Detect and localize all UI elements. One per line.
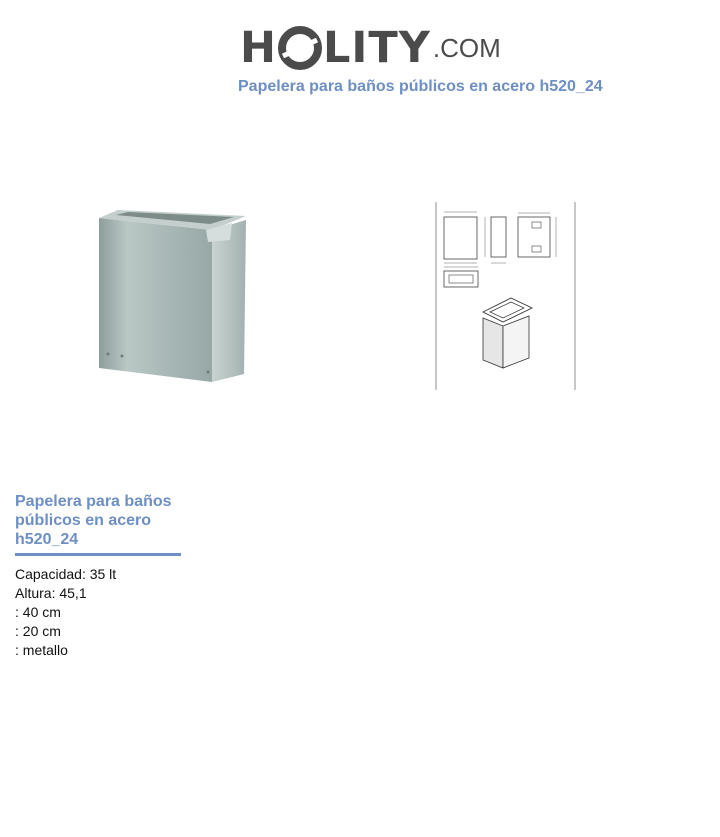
page-title: Papelera para baños públicos en acero h520_24 xyxy=(238,78,603,95)
logo-suffix: .COM xyxy=(432,33,501,63)
spec-depth: : 20 cm xyxy=(15,623,61,639)
logo-wordmark xyxy=(240,22,431,73)
product-title: Papelera para baños públicos en acero h520_24 xyxy=(15,493,172,548)
logo-letter-h: H xyxy=(240,22,277,73)
site-logo[interactable] xyxy=(240,14,501,73)
logo-letters-lity: LITY xyxy=(323,22,431,73)
logo-o-icon xyxy=(278,26,322,70)
spec-material: : metallo xyxy=(15,642,68,658)
product-specs xyxy=(15,565,116,660)
technical-drawing[interactable] xyxy=(433,198,579,394)
spec-height: Altura: 45,1 xyxy=(15,585,87,601)
spec-width: : 40 cm xyxy=(15,604,61,620)
title-underline xyxy=(15,553,181,556)
spec-capacity: Capacidad: 35 lt xyxy=(15,566,117,582)
product-photo[interactable] xyxy=(94,204,250,390)
